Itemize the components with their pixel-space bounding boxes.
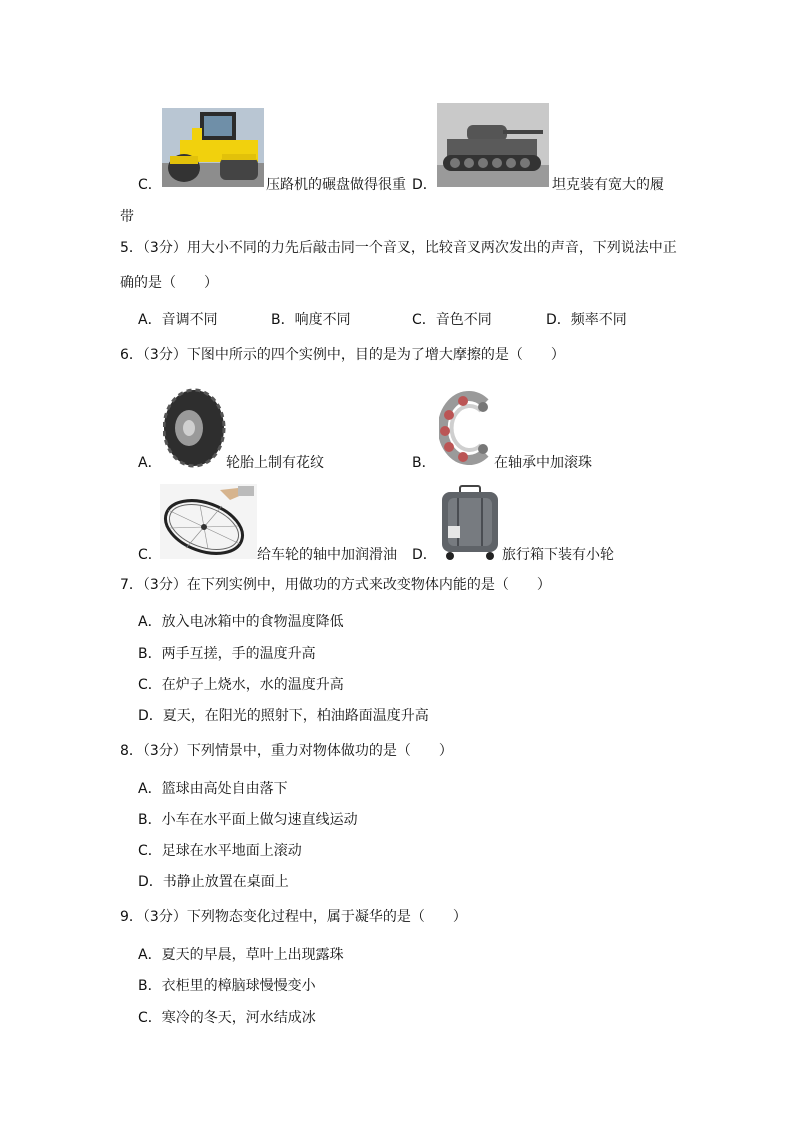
q8-stem: 8．（3分）下列情景中，重力对物体做功的是（ ） — [120, 743, 453, 759]
q6-option-c-letter: C． — [138, 547, 162, 563]
option-d-letter: D． — [412, 177, 437, 193]
q5-option-a: A．音调不同 — [138, 312, 218, 328]
q5-option-c: C．音色不同 — [412, 312, 492, 328]
option-c-letter: C． — [138, 177, 162, 193]
q6-stem: 6．（3分）下图中所示的四个实例中，目的是为了增大摩擦的是（ ） — [120, 347, 565, 363]
q8-option-c: C．足球在水平地面上滚动 — [138, 843, 302, 859]
q8-option-a: A．篮球由高处自由落下 — [138, 781, 288, 797]
q7-stem: 7．（3分）在下列实例中，用做功的方式来改变物体内能的是（ ） — [120, 577, 551, 593]
q6-option-b-text: 在轴承中加滚珠 — [494, 455, 592, 471]
option-c-text: 压路机的碾盘做得很重 — [266, 177, 406, 193]
q6-option-a-text: 轮胎上制有花纹 — [226, 455, 324, 471]
q7-option-c: C．在炉子上烧水，水的温度升高 — [138, 677, 344, 693]
q6-option-b-letter: B． — [412, 455, 436, 471]
road-roller-image — [162, 108, 264, 187]
q6-option-a-letter: A． — [138, 455, 162, 471]
luggage-image — [438, 484, 501, 560]
option-d-text: 坦克装有宽大的履 — [552, 177, 664, 193]
tank-image — [437, 103, 549, 187]
q6-option-d-letter: D． — [412, 547, 437, 563]
q5-stem-line1: 5．（3分）用大小不同的力先后敲击同一个音叉，比较音叉两次发出的声音，下列说法中正 — [120, 240, 677, 256]
tire-image — [163, 388, 226, 468]
bearing-image — [439, 389, 494, 467]
q5-stem-line2: 确的是（ ） — [120, 275, 218, 291]
q9-option-c: C．寒冷的冬天，河水结成冰 — [138, 1010, 316, 1026]
q7-option-d: D．夏天，在阳光的照射下，柏油路面温度升高 — [138, 708, 429, 724]
q5-option-d: D．频率不同 — [546, 312, 627, 328]
bicycle-wheel-image — [160, 484, 257, 559]
q8-option-d: D．书静止放置在桌面上 — [138, 874, 289, 890]
q5-option-b: B．响度不同 — [271, 312, 351, 328]
q9-stem: 9．（3分）下列物态变化过程中，属于凝华的是（ ） — [120, 909, 467, 925]
option-d-text-wrap: 带 — [120, 209, 134, 225]
q7-option-a: A．放入电冰箱中的食物温度降低 — [138, 614, 344, 630]
q6-option-d-text: 旅行箱下装有小轮 — [502, 547, 614, 563]
q8-option-b: B．小车在水平面上做匀速直线运动 — [138, 812, 358, 828]
q6-option-c-text: 给车轮的轴中加润滑油 — [257, 547, 397, 563]
q7-option-b: B．两手互搓，手的温度升高 — [138, 646, 316, 662]
q9-option-b: B．衣柜里的樟脑球慢慢变小 — [138, 978, 316, 994]
q9-option-a: A．夏天的早晨，草叶上出现露珠 — [138, 947, 344, 963]
